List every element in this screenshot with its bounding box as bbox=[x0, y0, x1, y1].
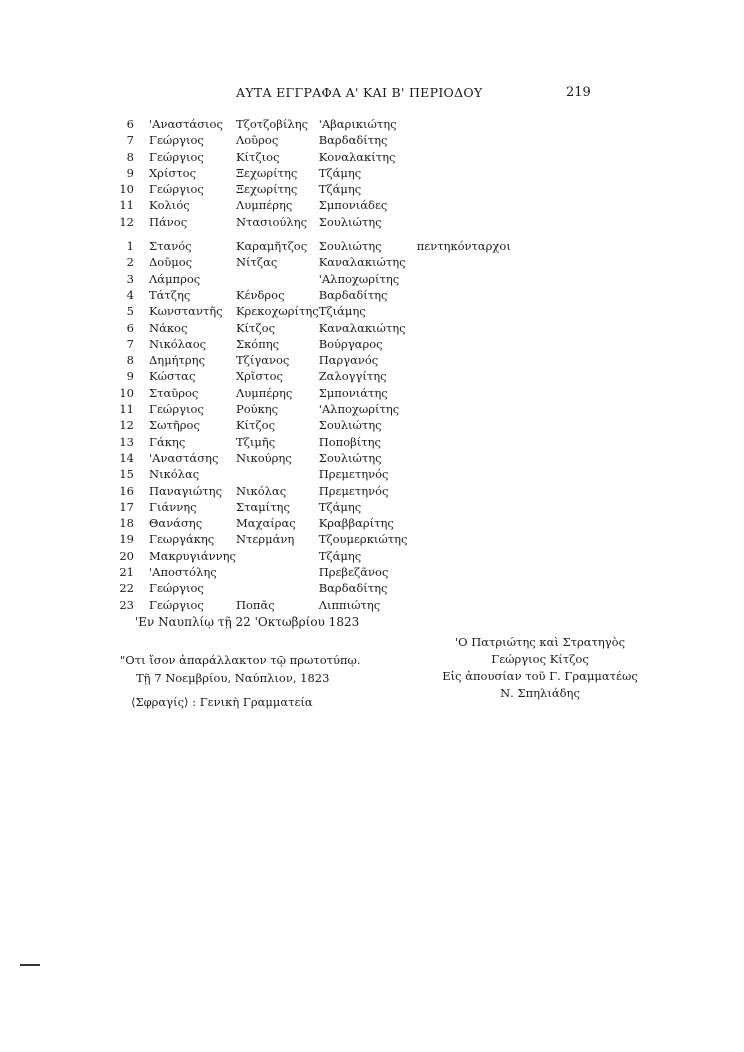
roster-row bbox=[112, 385, 511, 401]
roster-row bbox=[112, 320, 511, 336]
surname: Μαχαίρας bbox=[235, 516, 296, 531]
surname: Σταμίτης bbox=[235, 499, 290, 514]
surname: Κίτζιος bbox=[235, 149, 280, 164]
origin: Παργανός bbox=[318, 353, 379, 368]
roster-row bbox=[112, 483, 511, 499]
surname: Νίτζας bbox=[235, 255, 278, 270]
roster-row bbox=[112, 214, 511, 230]
rank bbox=[417, 466, 511, 482]
entry-number: 1 bbox=[126, 239, 134, 254]
surname: Ποπᾶς bbox=[235, 597, 275, 612]
place-date: 'Εν Ναυπλίῳ τῇ 22 'Οκτωβρίου 1823 bbox=[135, 615, 360, 629]
roster-table bbox=[112, 116, 511, 613]
copy-note-line: "Οτι ἴσον ἀπαράλλακτον τῷ πρωτοτύπῳ. bbox=[120, 653, 361, 667]
surname: Τζιμῆς bbox=[235, 434, 276, 449]
first-name: Γεώργιος bbox=[149, 182, 204, 197]
rank bbox=[417, 287, 511, 303]
origin: Σουλιώτης bbox=[318, 239, 382, 254]
entry-number: 13 bbox=[119, 434, 134, 449]
surname: Λυμπέρης bbox=[235, 385, 293, 400]
roster-row bbox=[112, 450, 511, 466]
entry-number: 6 bbox=[126, 117, 134, 131]
surname: Ντασιούλης bbox=[235, 214, 308, 229]
origin: Τζάμης bbox=[318, 182, 362, 197]
group-separator bbox=[112, 230, 511, 238]
origin: 'Αλποχωρίτης bbox=[318, 402, 400, 417]
origin: Τζάμης bbox=[318, 548, 362, 563]
roster-row bbox=[112, 287, 511, 303]
rank bbox=[417, 368, 511, 384]
seal-note: ⟨Σφραγίς⟩ : Γενικὴ Γραμματεία bbox=[131, 695, 313, 709]
first-name: Θανάσης bbox=[149, 516, 203, 531]
signature-line: Εἰς ἀπουσίαν τοῦ Γ. Γραμματέως bbox=[442, 669, 638, 683]
roster-row bbox=[112, 303, 511, 319]
first-name: Γεωργάκης bbox=[149, 532, 215, 547]
entry-number: 8 bbox=[126, 353, 134, 368]
origin: Τζουμερκιώτης bbox=[318, 532, 408, 547]
origin: Ζαλογγίτης bbox=[318, 369, 387, 384]
first-name: Γεώργιος bbox=[149, 402, 204, 417]
surname: Ντερμάνη bbox=[235, 532, 295, 547]
first-name: 'Αναστάσιος bbox=[149, 117, 223, 131]
origin: Πρεμετηνός bbox=[318, 467, 389, 482]
entry-number: 22 bbox=[119, 581, 134, 596]
first-name: Νικόλαος bbox=[149, 336, 207, 351]
surname bbox=[236, 466, 319, 482]
rank bbox=[417, 181, 511, 197]
origin: Βαρδαδίτης bbox=[318, 581, 388, 596]
origin: 'Αλποχωρίτης bbox=[318, 271, 400, 286]
entry-number: 20 bbox=[119, 548, 134, 563]
rank bbox=[417, 450, 511, 466]
first-name: Νάκος bbox=[149, 320, 188, 335]
entry-number: 23 bbox=[119, 597, 134, 612]
origin: Βαρδαδίτης bbox=[318, 287, 388, 302]
origin: Ποποβίτης bbox=[318, 434, 381, 449]
first-name: Γιάννης bbox=[149, 499, 197, 514]
origin: Καναλακιώτης bbox=[318, 320, 406, 335]
surname bbox=[236, 548, 319, 564]
roster-row bbox=[112, 368, 511, 384]
surname: Κένδρος bbox=[235, 287, 285, 302]
first-name: Γεώργιος bbox=[149, 581, 204, 596]
entry-number: 21 bbox=[119, 565, 134, 580]
surname bbox=[236, 564, 319, 580]
surname: Τζοτζοβίλης bbox=[235, 117, 309, 131]
entry-number: 16 bbox=[119, 483, 134, 498]
entry-number: 9 bbox=[126, 165, 134, 180]
surname: Ξεχωρίτης bbox=[235, 165, 298, 180]
margin-mark bbox=[20, 964, 40, 966]
rank bbox=[417, 165, 511, 181]
roster-row bbox=[112, 531, 511, 547]
origin: Σμπονιάτης bbox=[318, 385, 388, 400]
entry-number: 8 bbox=[126, 149, 134, 164]
origin: Τζάμης bbox=[318, 165, 362, 180]
first-name: Νικόλας bbox=[149, 467, 200, 482]
entry-number: 11 bbox=[119, 198, 134, 213]
surname: Ξεχωρίτης bbox=[235, 182, 298, 197]
entry-number: 18 bbox=[119, 516, 134, 531]
surname: Κίτζος bbox=[235, 418, 276, 433]
origin: Κραββαρίτης bbox=[318, 516, 394, 531]
rank bbox=[417, 149, 511, 165]
first-name: Χρίστος bbox=[149, 165, 197, 180]
page-number: 219 bbox=[566, 85, 591, 100]
first-name: Γεώργιος bbox=[149, 133, 204, 148]
roster-row bbox=[112, 515, 511, 531]
rank bbox=[417, 515, 511, 531]
surname: Νικούρης bbox=[235, 450, 292, 465]
roster-row bbox=[112, 499, 511, 515]
roster-row bbox=[112, 165, 511, 181]
first-name: Πάνος bbox=[149, 214, 188, 229]
signature-line: 'Ο Πατριώτης καὶ Στρατηγὸς bbox=[454, 635, 626, 649]
rank: πεντηκόνταρχοι bbox=[416, 239, 511, 254]
origin: Σμπονιάδες bbox=[318, 198, 388, 213]
rank bbox=[417, 197, 511, 213]
roster-row bbox=[112, 401, 511, 417]
surname: Λυμπέρης bbox=[235, 198, 293, 213]
roster-row bbox=[112, 466, 511, 482]
origin: Σουλιώτης bbox=[318, 418, 382, 433]
entry-number: 3 bbox=[126, 271, 134, 286]
roster-row bbox=[112, 597, 511, 613]
surname bbox=[236, 580, 319, 596]
group-separator-cell bbox=[112, 230, 511, 238]
copy-certification bbox=[120, 651, 361, 687]
running-title: ΑΥΤΑ ΕΓΓΡΑΦΑ Α' ΚΑΙ Β' ΠΕΡΙΟΔΟΥ bbox=[236, 85, 483, 100]
entry-number: 12 bbox=[119, 418, 134, 433]
origin: Κοναλακίτης bbox=[318, 149, 396, 164]
first-name: Κώστας bbox=[149, 369, 196, 384]
roster-row bbox=[112, 352, 511, 368]
surname: Τζίγανος bbox=[235, 353, 290, 368]
first-name: Κωνσταντῆς bbox=[149, 304, 223, 319]
roster-row bbox=[112, 271, 511, 287]
roster-row bbox=[112, 336, 511, 352]
signature-line: Γεώργιος Κίτζος bbox=[491, 652, 589, 666]
first-name: Κολιός bbox=[149, 198, 190, 213]
origin: Σουλιώτης bbox=[318, 214, 382, 229]
rank bbox=[417, 548, 511, 564]
origin: Τζιάμης bbox=[318, 304, 366, 319]
surname: Κρεκοχωρίτης bbox=[235, 304, 319, 319]
first-name: Μακρυγιάννης bbox=[149, 548, 236, 563]
entry-number: 4 bbox=[126, 287, 134, 302]
roster-row bbox=[112, 417, 511, 433]
rank bbox=[417, 303, 511, 319]
rank bbox=[417, 564, 511, 580]
first-name: Παναγιώτης bbox=[149, 483, 223, 498]
first-name: Τάτζης bbox=[149, 287, 191, 302]
entry-number: 15 bbox=[119, 467, 134, 482]
origin: Λιππιώτης bbox=[318, 597, 381, 612]
copy-note-line: Τῇ 7 Νοεμβρίου, Ναύπλιον, 1823 bbox=[136, 671, 330, 685]
page-header bbox=[0, 85, 744, 105]
roster-row bbox=[112, 132, 511, 148]
rank bbox=[417, 352, 511, 368]
rank bbox=[417, 483, 511, 499]
roster-row bbox=[112, 116, 511, 132]
rank bbox=[417, 214, 511, 230]
origin: Τζάμης bbox=[318, 499, 362, 514]
first-name: 'Αναστάσης bbox=[149, 450, 219, 465]
entry-number: 10 bbox=[119, 182, 134, 197]
rank bbox=[417, 132, 511, 148]
origin: Σουλιώτης bbox=[318, 450, 382, 465]
first-name: Στανός bbox=[149, 239, 192, 254]
surname: Χρῖστος bbox=[235, 369, 283, 384]
origin: Καναλακιώτης bbox=[318, 255, 406, 270]
first-name: Σταῦρος bbox=[149, 385, 199, 400]
surname: Καραμῆτζος bbox=[235, 239, 308, 254]
first-name: Γεώργιος bbox=[149, 597, 204, 612]
surname: Νικόλας bbox=[235, 483, 287, 498]
roster-row bbox=[112, 149, 511, 165]
first-name: Σωτῆρος bbox=[149, 418, 200, 433]
roster-row bbox=[112, 181, 511, 197]
signature-block bbox=[440, 634, 640, 702]
first-name: 'Αποστόλης bbox=[149, 565, 217, 580]
signature-line: Ν. Σπηλιάδης bbox=[500, 686, 580, 700]
entry-number: 14 bbox=[119, 450, 134, 465]
rank bbox=[417, 580, 511, 596]
rank bbox=[417, 271, 511, 287]
roster-row bbox=[112, 580, 511, 596]
first-name: Δημήτρης bbox=[149, 353, 206, 368]
first-name: Δοῦμος bbox=[149, 255, 193, 270]
entry-number: 5 bbox=[126, 304, 134, 319]
entry-number: 6 bbox=[126, 320, 134, 335]
origin: 'Αβαρικιώτης bbox=[318, 117, 397, 131]
rank bbox=[417, 417, 511, 433]
entry-number: 2 bbox=[126, 255, 134, 270]
surname: Κίτζος bbox=[235, 320, 276, 335]
rank bbox=[417, 254, 511, 270]
entry-number: 19 bbox=[119, 532, 134, 547]
rank bbox=[417, 499, 511, 515]
rank bbox=[417, 116, 511, 132]
origin: Βούργαρος bbox=[318, 336, 383, 351]
surname: Σκόπης bbox=[235, 336, 280, 351]
entry-number: 11 bbox=[119, 402, 134, 417]
first-name: Γεώργιος bbox=[149, 149, 204, 164]
origin: Πρεβεζᾶνος bbox=[318, 565, 389, 580]
entry-number: 10 bbox=[119, 385, 134, 400]
roster-row bbox=[112, 238, 511, 254]
entry-number: 7 bbox=[126, 336, 134, 351]
rank bbox=[417, 336, 511, 352]
entry-number: 7 bbox=[126, 133, 134, 148]
roster-row bbox=[112, 564, 511, 580]
surname: Λοῦρος bbox=[235, 133, 279, 148]
rank bbox=[417, 597, 511, 613]
first-name: Λάμπρος bbox=[149, 271, 201, 286]
rank bbox=[417, 385, 511, 401]
first-name: Γάκης bbox=[149, 434, 186, 449]
rank bbox=[417, 434, 511, 450]
surname: Ρούκης bbox=[235, 402, 279, 417]
surname bbox=[236, 271, 319, 287]
roster-row bbox=[112, 197, 511, 213]
entry-number: 9 bbox=[126, 369, 134, 384]
roster-row bbox=[112, 548, 511, 564]
roster-row bbox=[112, 434, 511, 450]
rank bbox=[417, 531, 511, 547]
rank bbox=[417, 401, 511, 417]
rank bbox=[417, 320, 511, 336]
origin: Βαρδαδίτης bbox=[318, 133, 388, 148]
entry-number: 17 bbox=[119, 499, 134, 514]
entry-number: 12 bbox=[119, 214, 134, 229]
origin: Πρεμετηνός bbox=[318, 483, 389, 498]
roster-row bbox=[112, 254, 511, 270]
